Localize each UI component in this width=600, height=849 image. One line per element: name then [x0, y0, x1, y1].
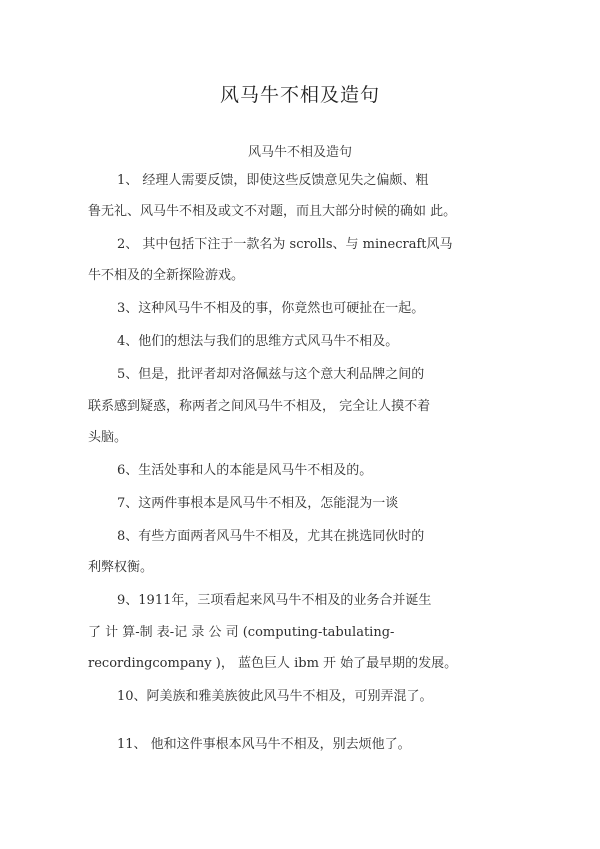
sentence-2-line-2: 牛不相及的全新探险游戏。	[88, 268, 245, 283]
sentence-8-line-1: 8、有些方面两者风马牛不相及，尤其在挑选同伙时的	[117, 529, 425, 544]
sentence-8-line-2: 利弊权衡。	[88, 560, 154, 575]
sentence-10: 10、阿美族和雅美族彼此风马牛不相及，可别弄混了。	[117, 689, 433, 704]
sentence-4: 4、他们的想法与我们的思维方式风马牛不相及。	[117, 334, 399, 349]
sentence-1-line-2: 鲁无礼、风马牛不相及或文不对题，而且大部分时候的确如 此。	[88, 204, 457, 219]
sentence-9-line-2: 了 计 算-制 表-记 录 公 司 (computing-tabulating-	[88, 625, 395, 640]
sentence-6: 6、生活处事和人的本能是风马牛不相及的。	[117, 463, 373, 478]
sentence-9-line-3: recordingcompany )， 蓝色巨人 ibm 开 始了最早期的发展。	[88, 656, 458, 671]
page-title: 风马牛不相及造句	[219, 84, 380, 106]
sentence-9-line-1: 9、1911年，三项看起来风马牛不相及的业务合并诞生	[117, 593, 432, 608]
sentence-1-line-1: 1、 经理人需要反馈，即使这些反馈意见失之偏颇、粗	[117, 173, 429, 188]
page-subtitle: 风马牛不相及造句	[247, 145, 352, 160]
sentence-3: 3、这种风马牛不相及的事，你竟然也可硬扯在一起。	[117, 301, 425, 316]
sentence-2-line-1: 2、 其中包括下注于一款名为 scrolls、与 minecraft风马	[117, 237, 453, 252]
sentence-5-line-3: 头脑。	[88, 430, 128, 445]
sentence-5-line-2: 联系感到疑惑，称两者之间风马牛不相及， 完全让人摸不着	[88, 399, 431, 414]
sentence-5-line-1: 5、但是，批评者却对洛佩兹与这个意大利品牌之间的	[117, 367, 425, 382]
sentence-11: 11、 他和这件事根本风马牛不相及，别去烦他了。	[117, 737, 411, 752]
sentence-7: 7、这两件事根本是风马牛不相及，怎能混为一谈	[117, 496, 399, 511]
